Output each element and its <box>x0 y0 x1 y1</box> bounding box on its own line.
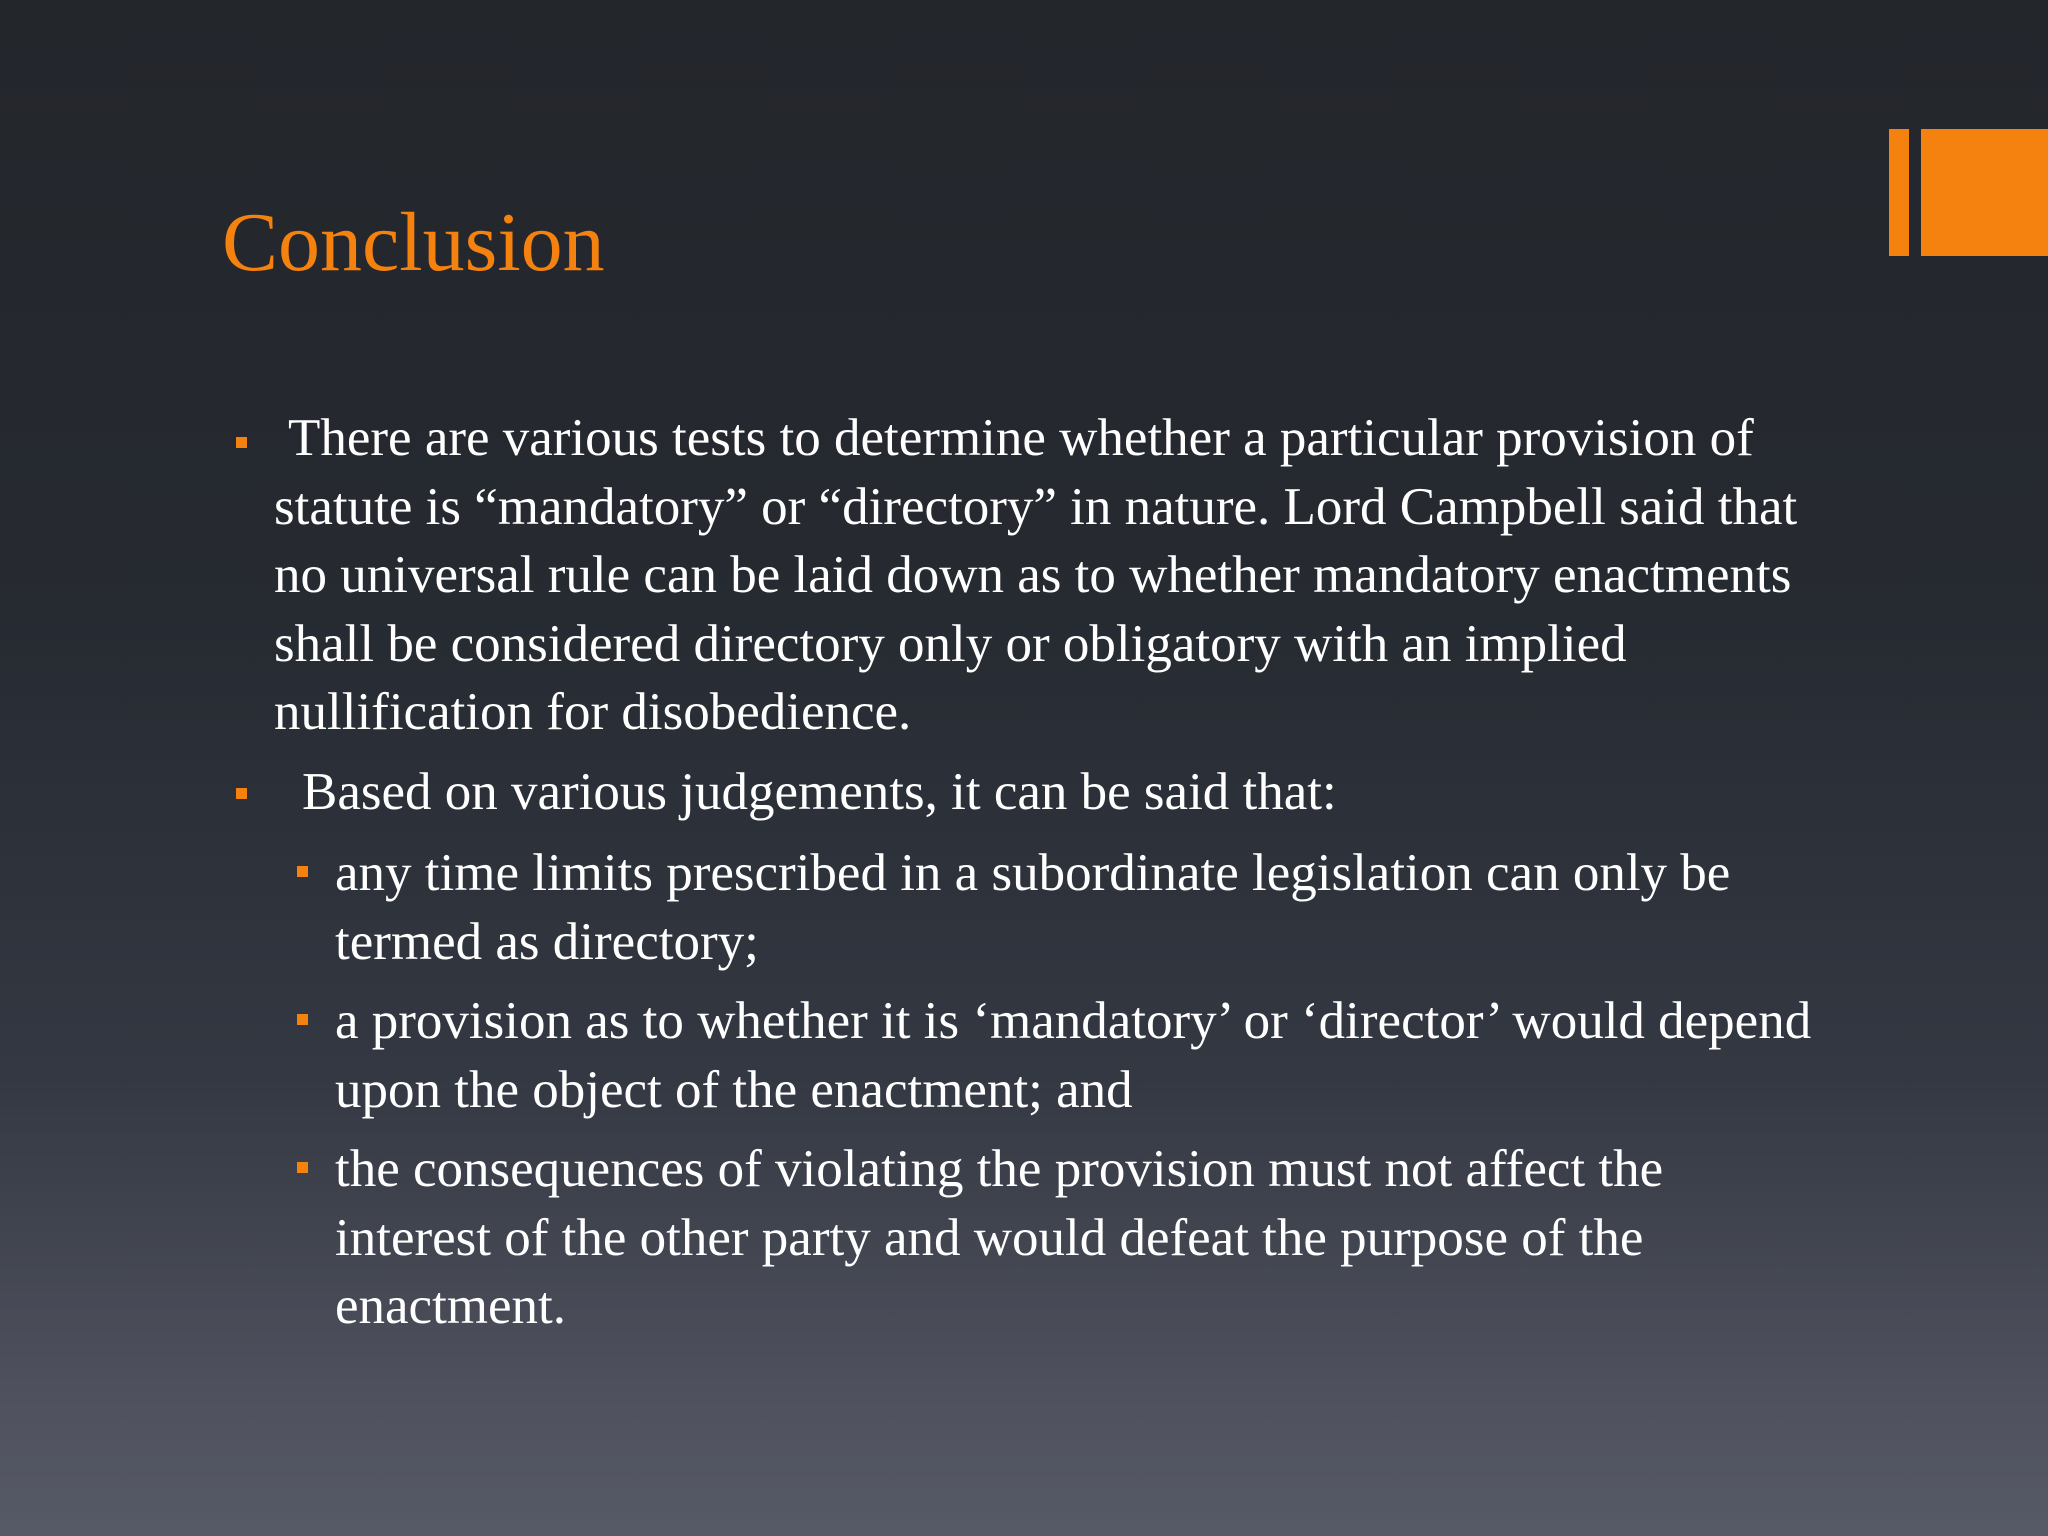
sub-bullet-text: a provision as to whether it is ‘mandatory’ or ‘director’ would depend upon the object of the enactment; and <box>335 992 1812 1119</box>
sub-bullet-marker-icon <box>297 1014 308 1025</box>
bullet-text: There are various tests to determine whether a particular provision of statute is “mandatory” or “directory” in nature. Lord Campbell said that no universal rule can be laid down as to whether mandatory enactments shall be considered directory only or obligatory with an implied nullification for disobedience. <box>274 409 1798 741</box>
sub-bullet-marker-icon <box>297 866 308 877</box>
sub-bullet-text: any time limits prescribed in a subordinate legislation can only be termed as directory; <box>335 844 1731 971</box>
sub-bullet-text: the consequences of violating the provision must not affect the interest of the other party and would defeat the purpose of the enactment. <box>335 1140 1664 1335</box>
bullet-marker-icon <box>236 788 247 799</box>
slide-title: Conclusion <box>222 196 605 289</box>
sub-bullet-marker-icon <box>297 1162 308 1173</box>
bullet-marker-icon <box>236 437 247 448</box>
bullet-text: Based on various judgements, it can be said that: <box>302 763 1337 821</box>
